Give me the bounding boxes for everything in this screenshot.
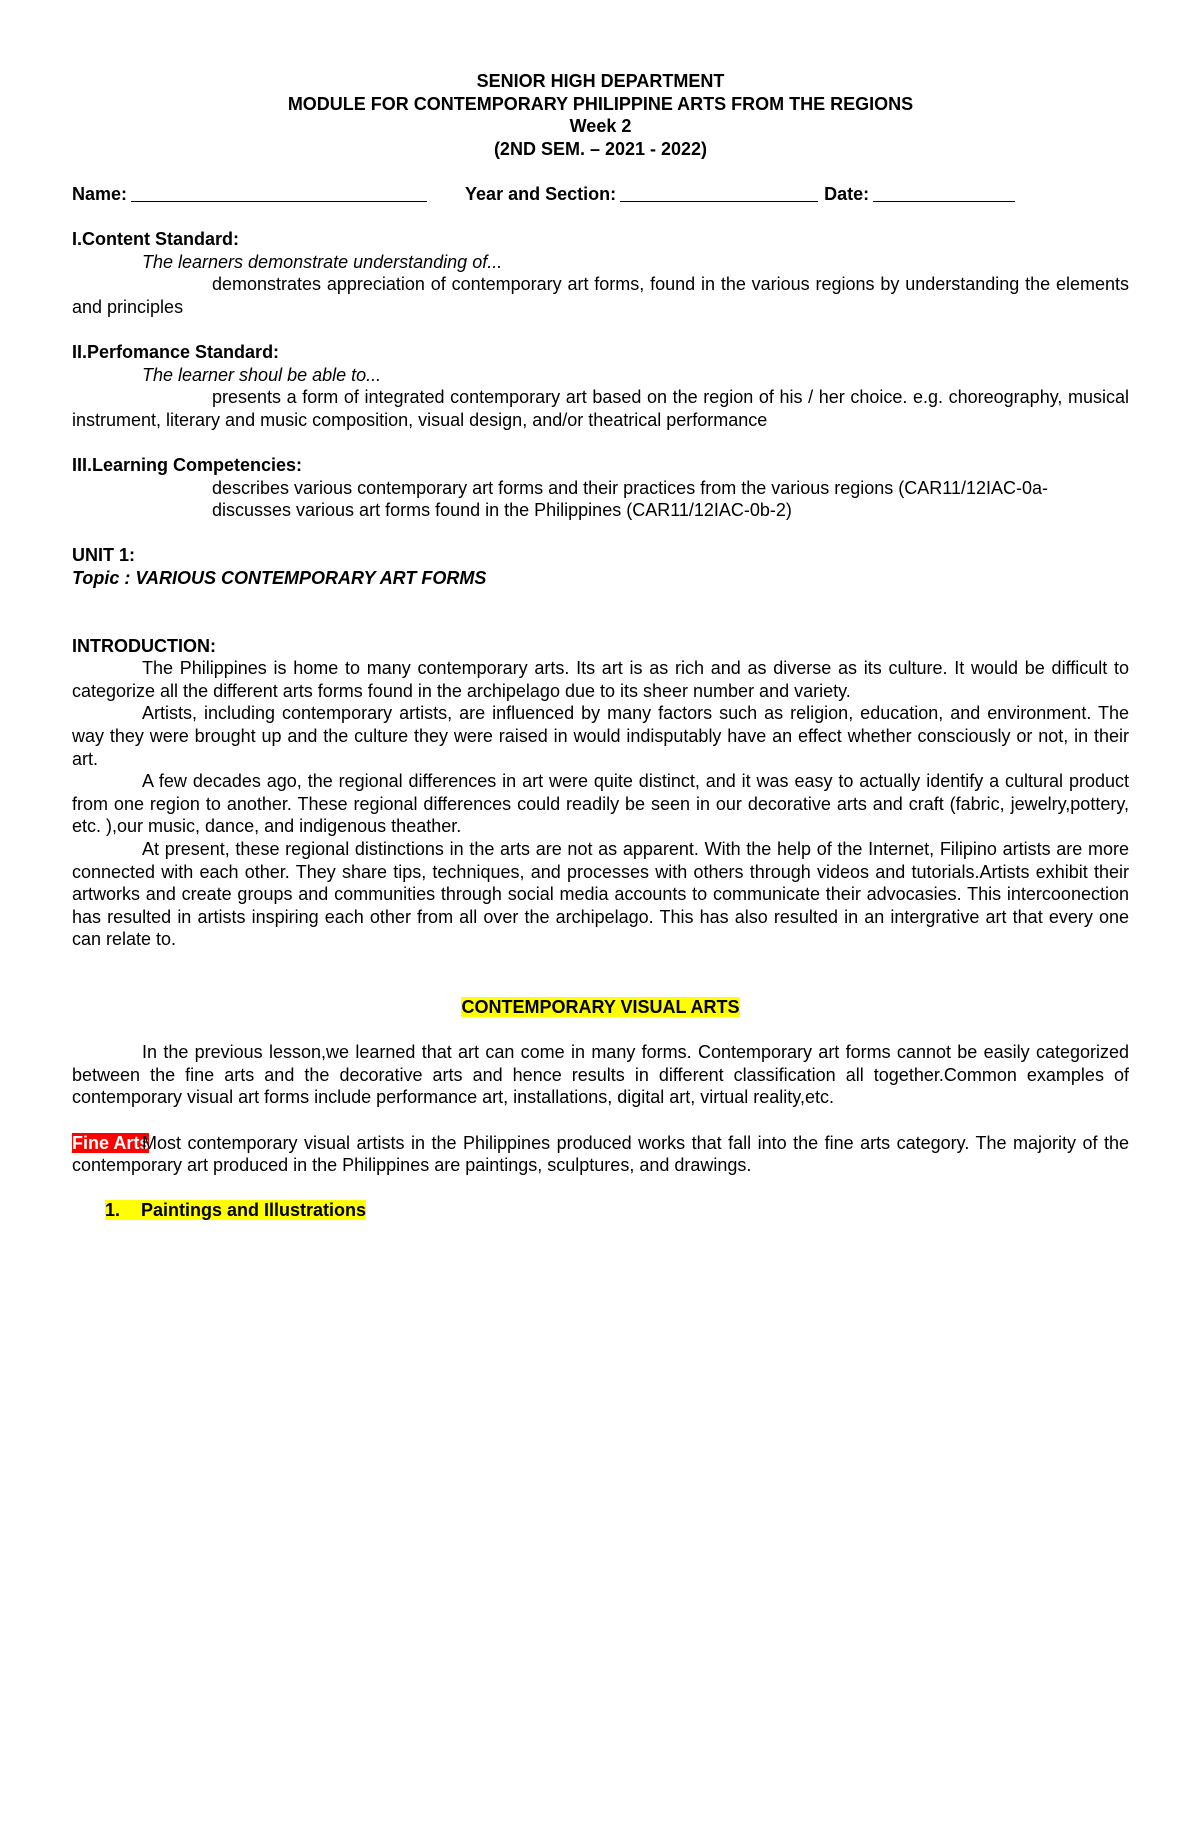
- header-module-title: MODULE FOR CONTEMPORARY PHILIPPINE ARTS FROM THE REGIONS: [287, 93, 914, 114]
- header-department: SENIOR HIGH DEPARTMENT: [476, 71, 725, 91]
- header-semester: (2ND SEM. – 2021 - 2022): [493, 138, 708, 159]
- list-number: 1.: [105, 1200, 121, 1221]
- performance-standard-heading: II.Perfomance Standard:: [72, 342, 280, 363]
- unit-topic: Topic : VARIOUS CONTEMPORARY ART FORMS: [72, 568, 487, 589]
- list-item-label: Paintings and Illustrations: [141, 1200, 367, 1221]
- performance-standard-lead: The learner shoul be able to...: [142, 364, 382, 385]
- visual-arts-heading: CONTEMPORARY VISUAL ARTS: [461, 996, 740, 1017]
- content-standard-heading: I.Content Standard:: [72, 229, 239, 250]
- content-standard-text: demonstrates appreciation of contemporary art forms, found in the various regions by understanding the elements and principles: [72, 274, 1129, 317]
- year-section-label: Year and Section:: [465, 183, 617, 204]
- introduction-paragraph: A few decades ago, the regional differences in art were quite distinct, and it was easy to actually identify a cultural product from one region to another. These regional differences could readily be seen in our decorative arts and craft (fabric, jewelry,pottery, etc. ),our music, dance, and indigenous theather.: [72, 771, 1129, 837]
- name-label: Name:: [72, 183, 128, 204]
- visual-arts-paragraph: In the previous lesson,we learned that art can come in many forms. Contemporary art forms cannot be easily categorized between the fine arts and the decorative arts and hence results in different classification all together.Common examples of contemporary visual art forms include performance art, installations, digital art, virtual reality,etc.: [72, 1042, 1129, 1108]
- unit-label: UNIT 1:: [72, 545, 135, 566]
- competency-item: describes various contemporary art forms and their practices from the various regions (CAR11/12IAC-0a-: [212, 477, 1049, 498]
- introduction-paragraph: At present, these regional distinctions in the arts are not as apparent. With the help of the Internet, Filipino artists are more connected with each other. They share tips, techniques, and processes with others through videos and tutorials.Artists exhibit their artworks and create groups and communities through social media accounts to communicate their advocasies. This intercoonection has resulted in artists inspiring each other from all over the archipelago. This has also resulted in an intergrative art that every one can relate to.: [72, 839, 1129, 950]
- introduction-heading: INTRODUCTION:: [72, 635, 216, 656]
- content-standard-lead: The learners demonstrate understanding of...: [142, 251, 503, 272]
- list-item-highlight: [105, 1200, 366, 1220]
- document-content: [72, 70, 1129, 1222]
- date-label: Date:: [824, 183, 870, 204]
- date-field[interactable]: [873, 183, 1015, 202]
- performance-standard-text: presents a form of integrated contemporary art based on the region of his / her choice. e.g. choreography, musical instrument, literary and music composition, visual design, and/or theatrical performance: [72, 387, 1129, 430]
- competency-item: discusses various art forms found in the Philippines (CAR11/12IAC-0b-2): [212, 500, 792, 521]
- fine-arts-paragraph: Most contemporary visual artists in the Philippines produced works that fall into the fine arts category. The majority of the contemporary art produced in the Philippines are paintings, sculptures, and drawings.: [72, 1132, 1129, 1176]
- list-item: [72, 1199, 1129, 1222]
- student-info-row: [72, 183, 1129, 206]
- name-field[interactable]: [131, 183, 427, 202]
- header-week: Week 2: [569, 116, 632, 137]
- fine-arts-heading: Fine Arts: [72, 1132, 150, 1153]
- visual-arts-heading-row: [72, 996, 1129, 1019]
- year-section-field[interactable]: [620, 183, 818, 202]
- competencies-heading: III.Learning Competencies:: [72, 455, 303, 476]
- introduction-paragraph: Artists, including contemporary artists, are influenced by many factors such as religion, education, and environment. The way they were brought up and the culture they were raised in would indisputably have an effect whether consciously or not, in their art.: [72, 703, 1129, 769]
- introduction-paragraph: The Philippines is home to many contemporary arts. Its art is as rich and as diverse as its culture. It would be difficult to categorize all the different arts forms found in the archipelago due to its sheer number and variety.: [72, 658, 1129, 701]
